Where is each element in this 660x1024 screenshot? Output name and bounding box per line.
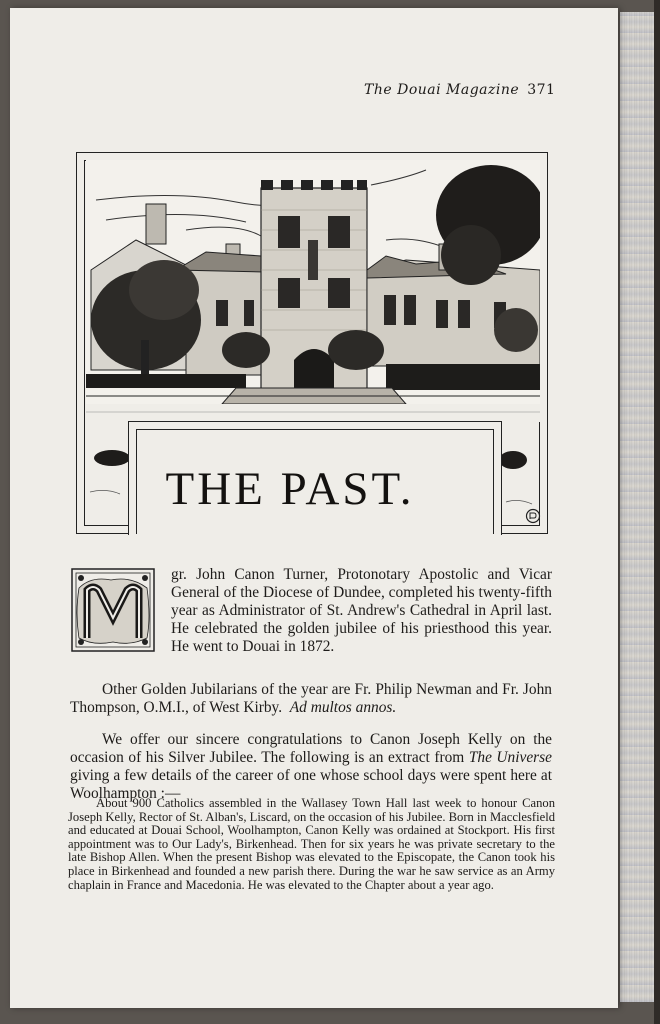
section-title: THE PAST. — [165, 463, 415, 515]
paragraph-3-after: giving a few details of the career of one whose school days were spent here at Woolhampton :— — [70, 767, 552, 802]
monogram-icon — [525, 508, 541, 524]
paragraph-2 — [70, 681, 552, 717]
paragraph-1: gr. John Canon Turner, Protonotary Apostolic and Vicar General of the Diocese of Dundee, completed his twenty-fifth year as Administrator of St. Andrew's Cathedral in April last. He celebrated the golden jubilee of his priesthood this year. He went to Douai in 1872. — [171, 566, 552, 655]
quotation-extract: About 900 Catholics assembled in the Wallasey Town Hall last week to honour Canon Joseph Kelly, Rector of St. Alban's, Liscard, on the occasion of his Jubilee. Born in Macclesfield and educated at Douai School, Woolhampton, Canon Kelly was ordained at Stockport. His first appointment was to Our Lady's, Birkenhead. Then for six years he was private secretary to the late Bishop Allen. When the present Bishop was elevated to the Episcopate, the Canon took his place in Birkenhead and founded a new parish there. During the war he saw service as an Army chaplain in France and Macedonia. He was elevated to the Chapter about a year ago. — [68, 796, 555, 892]
building-illustration — [86, 160, 540, 422]
running-head — [364, 82, 555, 98]
paragraph-2-text: Other Golden Jubilarians of the year are Fr. Philip Newman and Fr. John Thompson, O.M.I., of West Kirby. — [70, 681, 552, 716]
paragraph-2-latin: Ad multos annos. — [289, 699, 397, 716]
paragraph-3-publication: The Universe — [468, 749, 552, 766]
page-number: 371 — [527, 82, 556, 98]
paragraph-3-before: We offer our sincere congratulations to Canon Joseph Kelly on the occasion of his Silver Jubilee. The following is an extract from — [70, 731, 552, 766]
page-edges — [620, 12, 654, 1002]
drop-cap-ornament — [71, 568, 155, 652]
paragraph-3 — [70, 731, 552, 803]
running-head-title: The Douai Magazine — [364, 82, 520, 98]
book-cover-edge — [654, 0, 660, 1024]
